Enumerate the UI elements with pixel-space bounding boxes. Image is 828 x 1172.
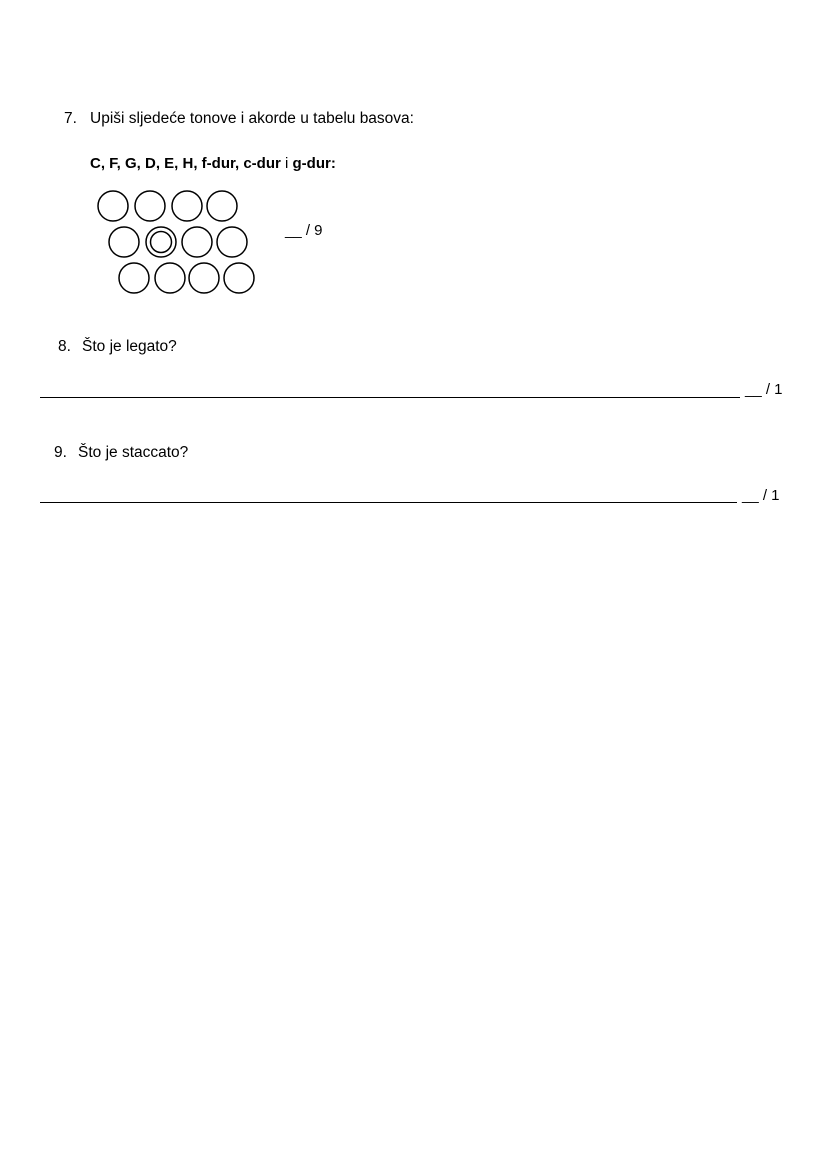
bass-button[interactable] bbox=[207, 191, 237, 221]
question-number: 8. bbox=[58, 338, 71, 355]
answer-line-9[interactable] bbox=[40, 502, 737, 503]
question-8 bbox=[58, 338, 177, 356]
bass-button[interactable] bbox=[224, 263, 254, 293]
notes-list-part2: g-dur: bbox=[292, 155, 336, 172]
bass-button[interactable] bbox=[135, 191, 165, 221]
question-text: Što je staccato? bbox=[78, 444, 189, 461]
bass-button-table bbox=[0, 0, 828, 320]
question-number: 9. bbox=[54, 444, 67, 461]
score-8: __ / 1 bbox=[745, 381, 783, 398]
bass-button[interactable] bbox=[217, 227, 247, 257]
bass-button-marked-c[interactable] bbox=[146, 227, 176, 257]
bass-button[interactable] bbox=[109, 227, 139, 257]
question-text: Upiši sljedeće tonove i akorde u tabelu basova: bbox=[90, 110, 414, 127]
notes-list-connector: i bbox=[280, 155, 293, 172]
bass-button[interactable] bbox=[119, 263, 149, 293]
score-7: __ / 9 bbox=[285, 222, 323, 239]
bass-button[interactable] bbox=[155, 263, 185, 293]
question-number: 7. bbox=[64, 110, 77, 127]
notes-list-part1: C, F, G, D, E, H, f-dur, c-dur bbox=[90, 155, 281, 172]
answer-line-8[interactable] bbox=[40, 397, 740, 398]
bass-button[interactable] bbox=[98, 191, 128, 221]
question-text: Što je legato? bbox=[82, 338, 177, 355]
question-9 bbox=[54, 444, 188, 462]
score-9: __ / 1 bbox=[742, 487, 780, 504]
bass-button[interactable] bbox=[172, 191, 202, 221]
bass-button[interactable] bbox=[182, 227, 212, 257]
bass-button[interactable] bbox=[189, 263, 219, 293]
